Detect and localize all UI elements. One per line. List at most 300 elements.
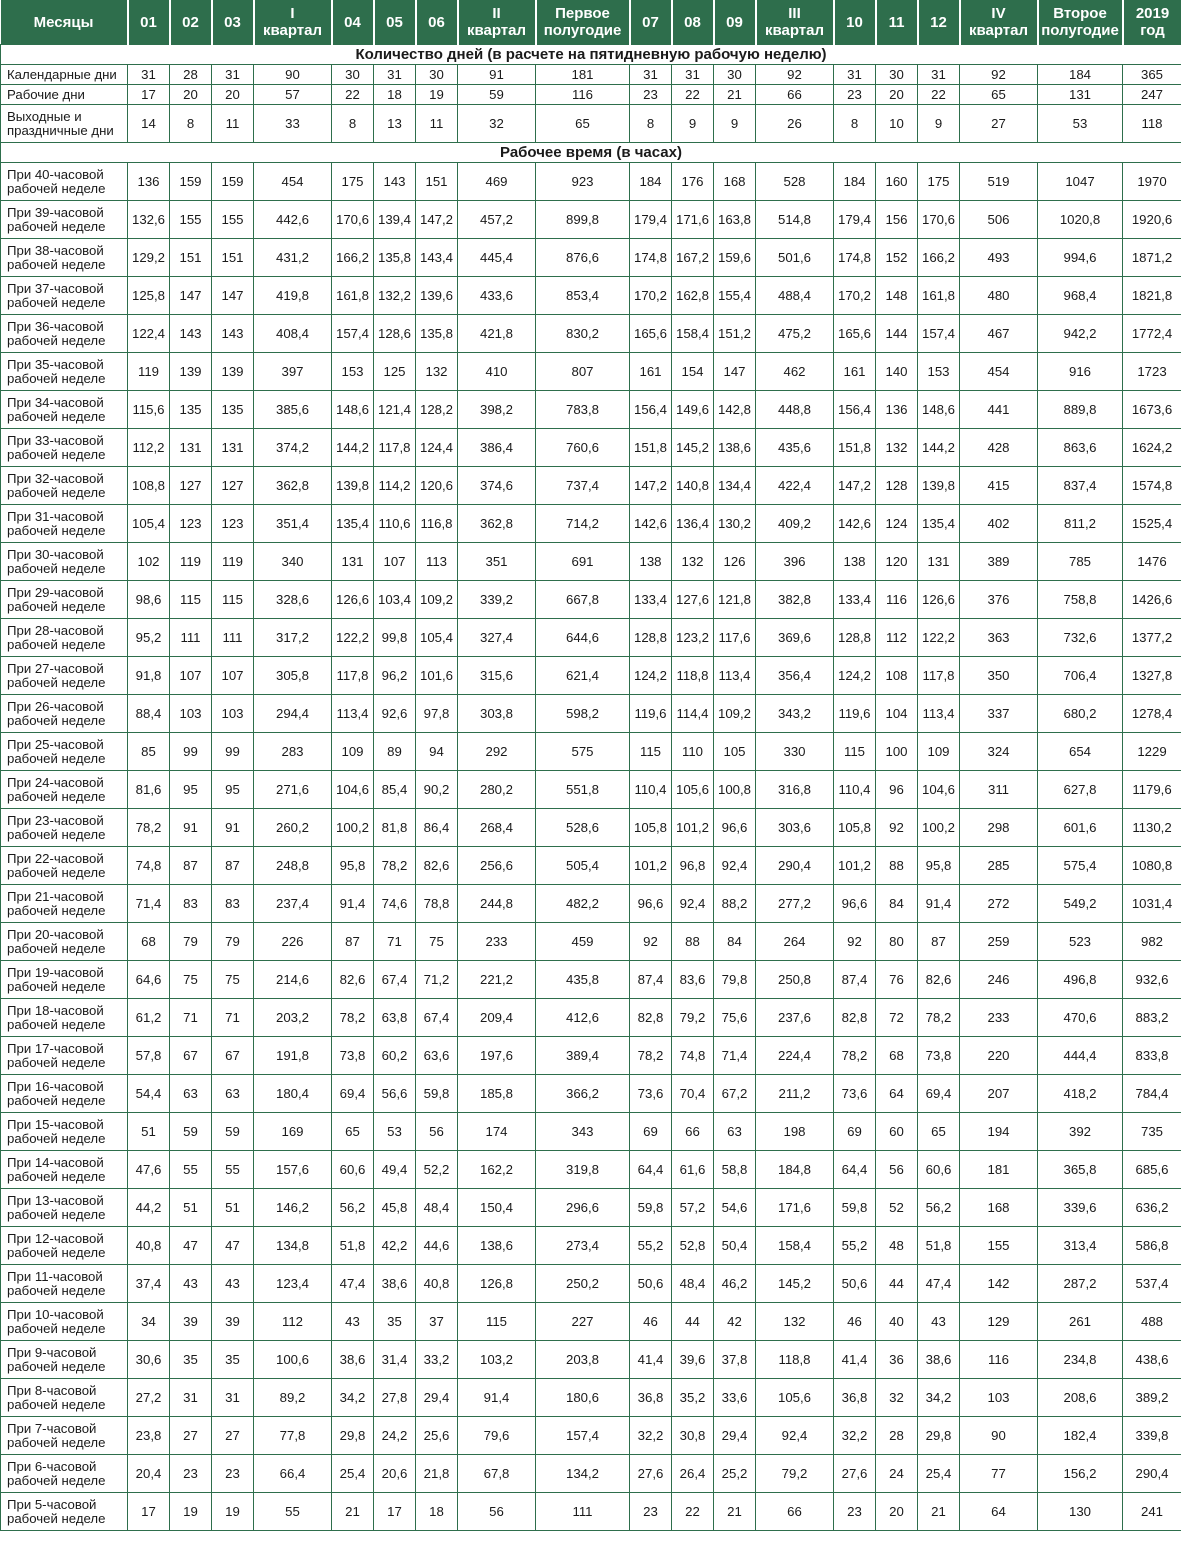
table-row <box>1 315 1181 353</box>
table-cell: 113 <box>416 543 458 581</box>
table-cell: 20 <box>876 85 918 105</box>
table-cell: 132 <box>672 543 714 581</box>
table-cell: 107 <box>212 657 254 695</box>
table-cell: 63,6 <box>416 1037 458 1075</box>
table-cell: 444,4 <box>1038 1037 1123 1075</box>
table-cell: 30,6 <box>128 1341 170 1379</box>
table-cell: 67 <box>212 1037 254 1075</box>
table-cell: 58,8 <box>714 1151 756 1189</box>
table-cell: 170,6 <box>332 201 374 239</box>
table-cell: 51,8 <box>918 1227 960 1265</box>
table-cell: 68 <box>128 923 170 961</box>
table-cell: 21,8 <box>416 1455 458 1493</box>
row-label: При 38-часовой рабочей неделе <box>1 239 128 277</box>
table-cell: 366,2 <box>536 1075 630 1113</box>
table-cell: 69,4 <box>918 1075 960 1113</box>
table-cell: 159,6 <box>714 239 756 277</box>
table-cell: 38,6 <box>918 1341 960 1379</box>
table-cell: 31 <box>128 65 170 85</box>
table-cell: 161,8 <box>332 277 374 315</box>
table-cell: 298 <box>960 809 1038 847</box>
table-cell: 362,8 <box>254 467 332 505</box>
table-cell: 46 <box>630 1303 672 1341</box>
table-cell: 67,2 <box>714 1075 756 1113</box>
table-cell: 126,6 <box>332 581 374 619</box>
table-cell: 80 <box>876 923 918 961</box>
section-title: Количество дней (в расчете на пятидневную рабочую неделю) <box>1 45 1181 65</box>
table-cell: 131 <box>918 543 960 581</box>
table-cell: 154 <box>672 353 714 391</box>
table-cell: 408,4 <box>254 315 332 353</box>
table-cell: 138,6 <box>458 1227 536 1265</box>
table-cell: 95,2 <box>128 619 170 657</box>
table-cell: 79,2 <box>672 999 714 1037</box>
table-cell: 180,6 <box>536 1379 630 1417</box>
table-cell: 139 <box>212 353 254 391</box>
table-cell: 203,2 <box>254 999 332 1037</box>
row-label: При 14-часовой рабочей неделе <box>1 1151 128 1189</box>
table-cell: 30 <box>714 65 756 85</box>
table-row <box>1 581 1181 619</box>
table-cell: 36 <box>876 1341 918 1379</box>
header-column <box>672 0 714 45</box>
header-column-line: 05 <box>386 13 403 31</box>
table-cell: 382,8 <box>756 581 834 619</box>
table-cell: 20 <box>212 85 254 105</box>
table-cell: 39 <box>212 1303 254 1341</box>
table-cell: 168 <box>714 163 756 201</box>
table-cell: 248,8 <box>254 847 332 885</box>
table-cell: 1327,8 <box>1123 657 1181 695</box>
table-row <box>1 619 1181 657</box>
table-cell: 514,8 <box>756 201 834 239</box>
table-cell: 644,6 <box>536 619 630 657</box>
table-cell: 30 <box>416 65 458 85</box>
table-cell: 85,4 <box>374 771 416 809</box>
table-cell: 59,8 <box>630 1189 672 1227</box>
table-cell: 119,6 <box>630 695 672 733</box>
table-cell: 128,8 <box>834 619 876 657</box>
table-cell: 135,8 <box>374 239 416 277</box>
table-cell: 49,4 <box>374 1151 416 1189</box>
table-row <box>1 1417 1181 1455</box>
table-cell: 96,6 <box>630 885 672 923</box>
table-cell: 343 <box>536 1113 630 1151</box>
table-cell: 114,4 <box>672 695 714 733</box>
table-cell: 221,2 <box>458 961 536 999</box>
table-cell: 119 <box>212 543 254 581</box>
table-cell: 100,8 <box>714 771 756 809</box>
table-cell: 112,2 <box>128 429 170 467</box>
table-cell: 23 <box>630 1493 672 1531</box>
table-cell: 85 <box>128 733 170 771</box>
table-cell: 586,8 <box>1123 1227 1181 1265</box>
table-cell: 519 <box>960 163 1038 201</box>
table-cell: 811,2 <box>1038 505 1123 543</box>
table-cell: 863,6 <box>1038 429 1123 467</box>
table-cell: 168 <box>960 1189 1038 1227</box>
table-cell: 256,6 <box>458 847 536 885</box>
table-cell: 66,4 <box>254 1455 332 1493</box>
table-cell: 23 <box>170 1455 212 1493</box>
table-cell: 88,2 <box>714 885 756 923</box>
table-cell: 110,6 <box>374 505 416 543</box>
table-cell: 56 <box>458 1493 536 1531</box>
table-cell: 17 <box>128 1493 170 1531</box>
row-label: При 8-часовой рабочей неделе <box>1 1379 128 1417</box>
table-cell: 136,4 <box>672 505 714 543</box>
table-cell: 170,6 <box>918 201 960 239</box>
table-cell: 287,2 <box>1038 1265 1123 1303</box>
table-cell: 156,4 <box>834 391 876 429</box>
table-cell: 162,8 <box>672 277 714 315</box>
table-cell: 1772,4 <box>1123 315 1181 353</box>
table-cell: 127,6 <box>672 581 714 619</box>
table-cell: 122,4 <box>128 315 170 353</box>
table-cell: 435,6 <box>756 429 834 467</box>
table-cell: 135 <box>170 391 212 429</box>
table-cell: 160 <box>876 163 918 201</box>
table-cell: 71,2 <box>416 961 458 999</box>
table-cell: 95 <box>170 771 212 809</box>
table-cell: 78,2 <box>918 999 960 1037</box>
table-cell: 40,8 <box>128 1227 170 1265</box>
table-cell: 386,4 <box>458 429 536 467</box>
table-cell: 115,6 <box>128 391 170 429</box>
table-cell: 691 <box>536 543 630 581</box>
table-cell: 142,6 <box>834 505 876 543</box>
table-cell: 24,2 <box>374 1417 416 1455</box>
table-cell: 161,8 <box>918 277 960 315</box>
table-cell: 103 <box>170 695 212 733</box>
table-row <box>1 505 1181 543</box>
table-cell: 56,2 <box>332 1189 374 1227</box>
table-cell: 50,4 <box>714 1227 756 1265</box>
table-cell: 454 <box>960 353 1038 391</box>
table-cell: 142 <box>960 1265 1038 1303</box>
table-row <box>1 1037 1181 1075</box>
table-cell: 35 <box>374 1303 416 1341</box>
table-cell: 315,6 <box>458 657 536 695</box>
table-cell: 667,8 <box>536 581 630 619</box>
table-cell: 19 <box>416 85 458 105</box>
table-cell: 132,2 <box>374 277 416 315</box>
table-cell: 621,4 <box>536 657 630 695</box>
table-cell: 43 <box>170 1265 212 1303</box>
row-label: При 6-часовой рабочей неделе <box>1 1455 128 1493</box>
table-cell: 162,2 <box>458 1151 536 1189</box>
table-cell: 59 <box>458 85 536 105</box>
table-cell: 1031,4 <box>1123 885 1181 923</box>
table-cell: 1920,6 <box>1123 201 1181 239</box>
table-cell: 143 <box>212 315 254 353</box>
table-cell: 60 <box>876 1113 918 1151</box>
table-cell: 389 <box>960 543 1038 581</box>
table-cell: 131 <box>1038 85 1123 105</box>
table-cell: 128 <box>876 467 918 505</box>
table-cell: 25,2 <box>714 1455 756 1493</box>
table-cell: 69 <box>630 1113 672 1151</box>
header-column-line: год <box>1140 22 1165 39</box>
table-cell: 27,6 <box>630 1455 672 1493</box>
table-cell: 116 <box>960 1341 1038 1379</box>
table-cell: 365 <box>1123 65 1181 85</box>
table-cell: 36,8 <box>630 1379 672 1417</box>
table-cell: 128,6 <box>374 315 416 353</box>
table-cell: 76 <box>876 961 918 999</box>
table-row <box>1 391 1181 429</box>
table-cell: 71 <box>374 923 416 961</box>
row-label: При 34-часовой рабочей неделе <box>1 391 128 429</box>
table-cell: 82,6 <box>918 961 960 999</box>
table-cell: 65 <box>918 1113 960 1151</box>
table-cell: 55 <box>170 1151 212 1189</box>
table-cell: 126,8 <box>458 1265 536 1303</box>
table-cell: 174,8 <box>630 239 672 277</box>
table-cell: 482,2 <box>536 885 630 923</box>
table-cell: 101,2 <box>630 847 672 885</box>
table-cell: 11 <box>416 105 458 143</box>
table-cell: 362,8 <box>458 505 536 543</box>
table-cell: 87 <box>212 847 254 885</box>
table-cell: 92,4 <box>756 1417 834 1455</box>
table-cell: 146,2 <box>254 1189 332 1227</box>
table-cell: 51 <box>170 1189 212 1227</box>
table-cell: 90 <box>254 65 332 85</box>
table-cell: 551,8 <box>536 771 630 809</box>
table-cell: 506 <box>960 201 1038 239</box>
table-cell: 459 <box>536 923 630 961</box>
table-cell: 63 <box>714 1113 756 1151</box>
table-cell: 402 <box>960 505 1038 543</box>
header-column-line: III <box>788 5 801 22</box>
table-cell: 448,8 <box>756 391 834 429</box>
table-cell: 59,8 <box>834 1189 876 1227</box>
table-cell: 89 <box>374 733 416 771</box>
table-cell: 883,2 <box>1123 999 1181 1037</box>
table-cell: 59 <box>170 1113 212 1151</box>
table-cell: 8 <box>834 105 876 143</box>
header-column-line: 06 <box>428 13 445 31</box>
table-cell: 39 <box>170 1303 212 1341</box>
table-cell: 74,8 <box>672 1037 714 1075</box>
table-cell: 237,6 <box>756 999 834 1037</box>
table-cell: 942,2 <box>1038 315 1123 353</box>
table-cell: 157,6 <box>254 1151 332 1189</box>
table-row <box>1 999 1181 1037</box>
header-column-line: полугодие <box>543 22 622 39</box>
table-row <box>1 239 1181 277</box>
table-row <box>1 809 1181 847</box>
table-cell: 92,6 <box>374 695 416 733</box>
table-cell: 44 <box>672 1303 714 1341</box>
table-cell: 496,8 <box>1038 961 1123 999</box>
table-cell: 96,8 <box>672 847 714 885</box>
table-cell: 180,4 <box>254 1075 332 1113</box>
section-header-row <box>1 143 1181 163</box>
table-cell: 47 <box>170 1227 212 1265</box>
table-cell: 445,4 <box>458 239 536 277</box>
table-cell: 113,4 <box>918 695 960 733</box>
header-column <box>876 0 918 45</box>
table-cell: 233 <box>960 999 1038 1037</box>
table-cell: 111 <box>536 1493 630 1531</box>
table-cell: 37,8 <box>714 1341 756 1379</box>
table-cell: 35 <box>170 1341 212 1379</box>
table-row <box>1 1151 1181 1189</box>
table-cell: 60,6 <box>332 1151 374 1189</box>
table-cell: 23 <box>212 1455 254 1493</box>
table-cell: 246 <box>960 961 1038 999</box>
table-cell: 101,6 <box>416 657 458 695</box>
table-cell: 174 <box>458 1113 536 1151</box>
row-label: При 23-часовой рабочей неделе <box>1 809 128 847</box>
table-cell: 575 <box>536 733 630 771</box>
table-body <box>1 45 1181 1531</box>
table-cell: 148,6 <box>332 391 374 429</box>
table-cell: 98,6 <box>128 581 170 619</box>
table-cell: 91,4 <box>332 885 374 923</box>
table-cell: 67,4 <box>416 999 458 1037</box>
table-cell: 87 <box>332 923 374 961</box>
table-cell: 376 <box>960 581 1038 619</box>
table-cell: 124,2 <box>630 657 672 695</box>
table-cell: 17 <box>374 1493 416 1531</box>
table-cell: 115 <box>170 581 212 619</box>
table-cell: 139,8 <box>332 467 374 505</box>
table-cell: 30 <box>876 65 918 85</box>
table-cell: 145,2 <box>672 429 714 467</box>
table-cell: 105,8 <box>630 809 672 847</box>
table-cell: 305,8 <box>254 657 332 695</box>
table-cell: 454 <box>254 163 332 201</box>
table-cell: 760,6 <box>536 429 630 467</box>
row-label: При 40-часовой рабочей неделе <box>1 163 128 201</box>
table-cell: 830,2 <box>536 315 630 353</box>
table-cell: 324 <box>960 733 1038 771</box>
table-cell: 166,2 <box>332 239 374 277</box>
table-cell: 30 <box>332 65 374 85</box>
table-cell: 82,8 <box>630 999 672 1037</box>
table-cell: 132 <box>876 429 918 467</box>
table-cell: 356,4 <box>756 657 834 695</box>
table-cell: 283 <box>254 733 332 771</box>
table-cell: 784,4 <box>1123 1075 1181 1113</box>
table-cell: 374,2 <box>254 429 332 467</box>
table-cell: 107 <box>170 657 212 695</box>
table-cell: 35 <box>212 1341 254 1379</box>
table-cell: 77 <box>960 1455 1038 1493</box>
table-cell: 157,4 <box>918 315 960 353</box>
table-cell: 101,2 <box>834 847 876 885</box>
table-cell: 32 <box>458 105 536 143</box>
table-cell: 152 <box>876 239 918 277</box>
header-column-line: 2019 <box>1135 5 1170 22</box>
table-cell: 91 <box>212 809 254 847</box>
table-cell: 105,8 <box>834 809 876 847</box>
table-cell: 139,4 <box>374 201 416 239</box>
table-cell: 91 <box>458 65 536 85</box>
table-cell: 77,8 <box>254 1417 332 1455</box>
table-cell: 151 <box>416 163 458 201</box>
table-cell: 268,4 <box>458 809 536 847</box>
table-cell: 147,2 <box>416 201 458 239</box>
table-cell: 198 <box>756 1113 834 1151</box>
table-cell: 22 <box>672 85 714 105</box>
table-row <box>1 105 1181 143</box>
table-cell: 55,2 <box>630 1227 672 1265</box>
table-cell: 144,2 <box>918 429 960 467</box>
table-cell: 155 <box>170 201 212 239</box>
row-label: При 22-часовой рабочей неделе <box>1 847 128 885</box>
table-cell: 42,2 <box>374 1227 416 1265</box>
table-cell: 38,6 <box>374 1265 416 1303</box>
table-cell: 537,4 <box>1123 1265 1181 1303</box>
table-cell: 191,8 <box>254 1037 332 1075</box>
table-cell: 139,8 <box>918 467 960 505</box>
section-header-row <box>1 45 1181 65</box>
table-cell: 144 <box>876 315 918 353</box>
table-cell: 119 <box>170 543 212 581</box>
table-cell: 79,2 <box>756 1455 834 1493</box>
table-cell: 261 <box>1038 1303 1123 1341</box>
table-cell: 70,4 <box>672 1075 714 1113</box>
table-cell: 55 <box>212 1151 254 1189</box>
table-cell: 55,2 <box>834 1227 876 1265</box>
table-cell: 128,8 <box>630 619 672 657</box>
table-cell: 441 <box>960 391 1038 429</box>
row-label: При 35-часовой рабочей неделе <box>1 353 128 391</box>
table-cell: 73,6 <box>834 1075 876 1113</box>
table-cell: 421,8 <box>458 315 536 353</box>
table-cell: 129 <box>960 1303 1038 1341</box>
table-cell: 899,8 <box>536 201 630 239</box>
table-cell: 968,4 <box>1038 277 1123 315</box>
table-cell: 1624,2 <box>1123 429 1181 467</box>
table-cell: 104 <box>876 695 918 733</box>
table-cell: 75,6 <box>714 999 756 1037</box>
table-cell: 319,8 <box>536 1151 630 1189</box>
table-cell: 9 <box>714 105 756 143</box>
table-cell: 105,6 <box>756 1379 834 1417</box>
table-cell: 328,6 <box>254 581 332 619</box>
table-cell: 135 <box>212 391 254 429</box>
table-cell: 982 <box>1123 923 1181 961</box>
table-cell: 96 <box>876 771 918 809</box>
table-cell: 87,4 <box>630 961 672 999</box>
table-cell: 91 <box>170 809 212 847</box>
table-cell: 79 <box>212 923 254 961</box>
table-cell: 412,6 <box>536 999 630 1037</box>
table-cell: 23,8 <box>128 1417 170 1455</box>
table-cell: 234,8 <box>1038 1341 1123 1379</box>
table-cell: 889,8 <box>1038 391 1123 429</box>
table-cell: 8 <box>630 105 672 143</box>
header-column <box>834 0 876 45</box>
table-cell: 33,6 <box>714 1379 756 1417</box>
table-cell: 86,4 <box>416 809 458 847</box>
table-cell: 27,8 <box>374 1379 416 1417</box>
table-cell: 103 <box>212 695 254 733</box>
table-cell: 161 <box>630 353 672 391</box>
table-cell: 153 <box>332 353 374 391</box>
table-cell: 409,2 <box>756 505 834 543</box>
table-cell: 785 <box>1038 543 1123 581</box>
header-column <box>416 0 458 45</box>
table-cell: 138,6 <box>714 429 756 467</box>
table-cell: 374,6 <box>458 467 536 505</box>
table-cell: 90 <box>960 1417 1038 1455</box>
